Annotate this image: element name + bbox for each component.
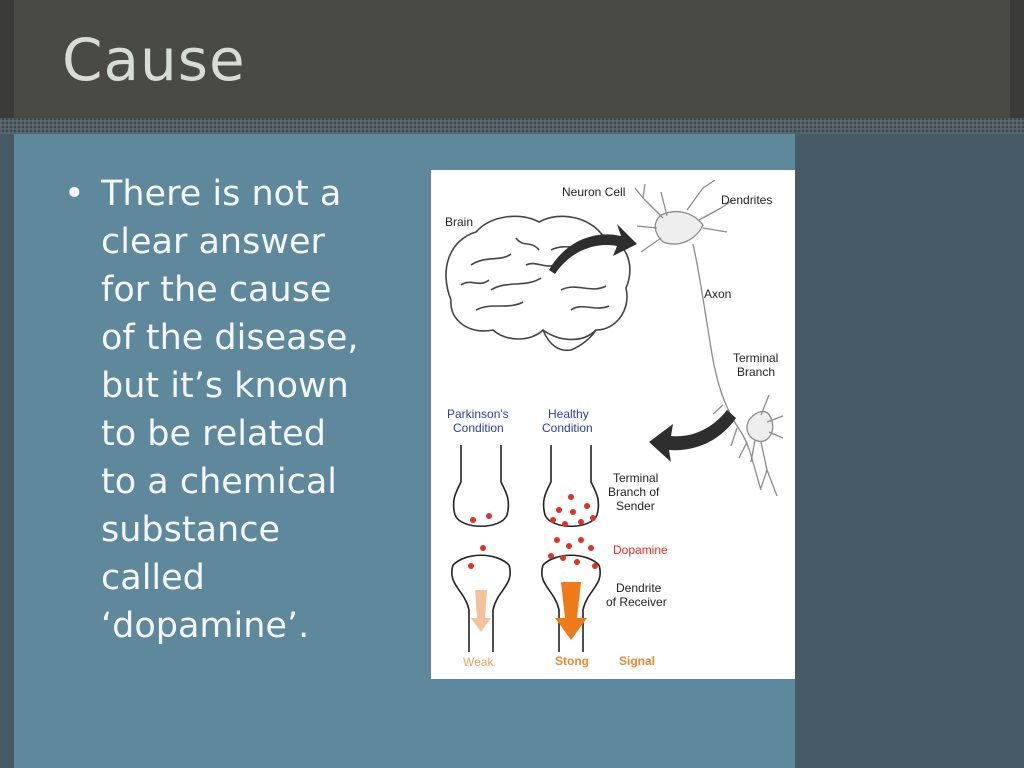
side-panel [795,134,1024,768]
divider-stripe-overlay [0,118,1024,134]
label-of-receiver: of Receiver [606,595,667,609]
arrow-brain-to-neuron [549,224,637,274]
label-dendrites: Dendrites [721,193,773,207]
slide-title: Cause [62,26,246,94]
label-dendrite: Dendrite [616,581,662,595]
label-sender-terminal: Terminal [613,471,659,485]
label-terminal: Terminal [733,351,779,365]
label-parkinsons: Parkinson's [447,407,509,421]
label-sender: Sender [616,499,655,513]
label-signal: Signal [619,654,656,668]
label-brain: Brain [445,215,474,229]
bullet-icon: • [64,174,85,214]
label-axon: Axon [704,287,732,301]
label-branch: Branch [737,365,776,379]
neuron-diagram [431,170,795,679]
bullet-item [64,170,394,650]
label-parkinsons-condition: Condition [453,421,504,435]
label-weak: Weak [463,655,494,669]
label-healthy: Healthy [548,407,589,421]
label-dopamine: Dopamine [613,543,668,557]
label-healthy-condition: Condition [542,421,593,435]
label-neuron-cell: Neuron Cell [562,185,626,199]
bullet-text: There is not a clear answer for the cause of the disease, but it’s known to be related to a chemical substance called ‘dopamine’. [101,174,359,646]
label-sender-branch: Branch of [608,485,660,499]
label-strong: Stong [555,654,589,668]
weak-signal-arrow [471,590,491,632]
arrow-neuron-to-synapse [649,410,736,462]
